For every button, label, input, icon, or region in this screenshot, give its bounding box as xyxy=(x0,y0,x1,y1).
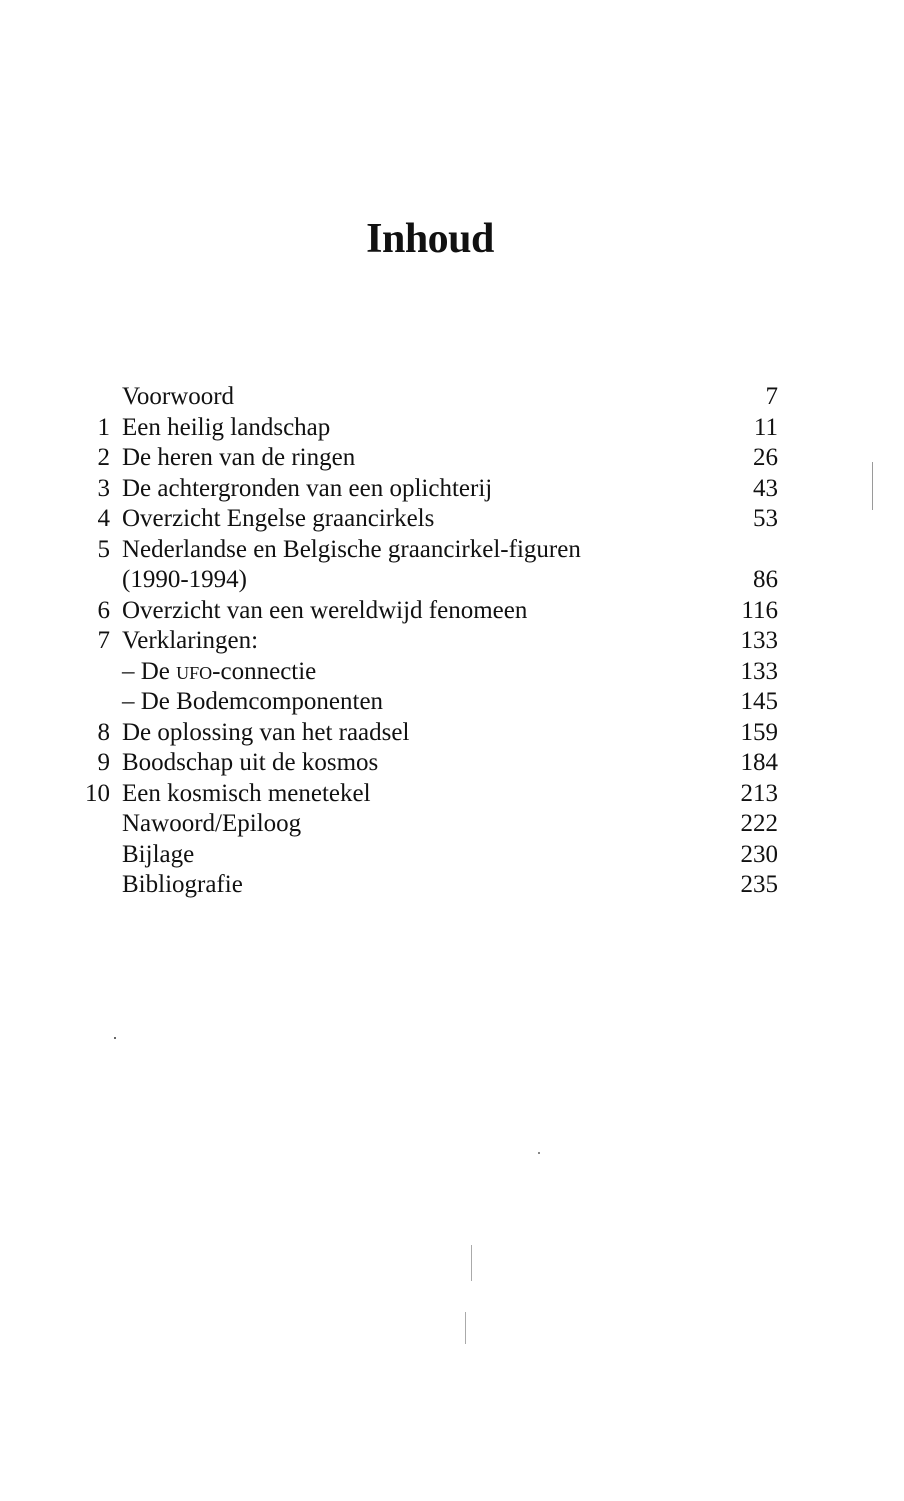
chapter-number: 3 xyxy=(97,474,110,502)
entry-title xyxy=(122,382,234,413)
page-number: 43 xyxy=(753,474,778,502)
entry-title-text: Verklaringen: xyxy=(122,627,259,654)
page-number: 230 xyxy=(740,840,778,868)
chapter-number: 9 xyxy=(97,749,110,776)
chapter-number: 1 xyxy=(97,413,110,441)
entry-title xyxy=(122,504,434,535)
entry-title xyxy=(122,596,527,627)
page-number: 116 xyxy=(741,596,778,624)
scan-mark xyxy=(114,1037,116,1039)
page-number: 159 xyxy=(740,718,778,746)
chapter-number: 6 xyxy=(97,596,110,624)
toc-entry xyxy=(78,596,778,627)
entry-title-text: (1990-1994) xyxy=(122,566,247,593)
scan-mark xyxy=(465,1312,466,1344)
toc-entry xyxy=(78,809,778,840)
entry-title-text: Voorwoord xyxy=(122,383,235,410)
chapter-number: 10 xyxy=(85,779,110,807)
toc-entry xyxy=(78,779,778,810)
entry-title xyxy=(122,840,194,871)
page-number: 7 xyxy=(765,383,778,410)
entry-title-text: De oplossing van het raadsel xyxy=(122,718,410,746)
page-number: 213 xyxy=(740,779,778,807)
entry-title xyxy=(122,535,581,566)
entry-title xyxy=(122,718,409,749)
entry-title xyxy=(122,626,258,657)
entry-title xyxy=(122,779,371,810)
page-number: 184 xyxy=(740,749,778,776)
page-number: 133 xyxy=(740,657,778,685)
page-number: 133 xyxy=(740,627,778,654)
toc-entry xyxy=(78,382,778,413)
chapter-number: 4 xyxy=(97,505,110,532)
toc-entry xyxy=(78,535,778,566)
scan-mark xyxy=(471,1245,472,1281)
chapter-number: 2 xyxy=(97,444,110,471)
entry-title-text: Nederlandse en Belgische graancirkel-figuren xyxy=(122,535,581,563)
entry-title-text: De achtergronden van een oplichterij xyxy=(122,474,493,502)
toc-entry xyxy=(78,687,778,718)
scan-mark xyxy=(872,462,873,510)
entry-title xyxy=(122,565,247,596)
entry-title-text: Overzicht Engelse graancirkels xyxy=(122,505,435,532)
page-number: 145 xyxy=(740,688,778,715)
page-number: 26 xyxy=(753,444,778,471)
toc-entry xyxy=(78,504,778,535)
toc-entry xyxy=(78,840,778,871)
entry-title-text: Een heilig landschap xyxy=(122,413,331,441)
toc-entry xyxy=(78,626,778,657)
entry-title xyxy=(122,748,378,779)
entry-title-smallcaps: ufo xyxy=(176,657,213,685)
entry-title xyxy=(122,443,355,474)
entry-title-text: – De Bodemcomponenten xyxy=(122,688,384,715)
toc-entry xyxy=(78,565,778,596)
table-of-contents xyxy=(78,382,778,901)
entry-title xyxy=(122,809,301,840)
entry-title-text: Bijlage xyxy=(122,840,195,868)
toc-entry xyxy=(78,718,778,749)
toc-entry xyxy=(78,474,778,505)
chapter-number: 5 xyxy=(97,535,110,563)
entry-title-text: Boodschap uit de kosmos xyxy=(122,749,379,776)
toc-entry xyxy=(78,870,778,901)
chapter-number: 7 xyxy=(97,627,110,654)
entry-title-text: -connectie xyxy=(212,657,317,685)
page-number: 222 xyxy=(740,810,778,837)
chapter-number: 8 xyxy=(97,718,110,746)
entry-title-text: Een kosmisch menetekel xyxy=(122,779,371,807)
toc-entry xyxy=(78,657,778,688)
toc-entry xyxy=(78,443,778,474)
scan-mark xyxy=(538,1152,540,1154)
entry-title-text: Overzicht van een wereldwijd fenomeen xyxy=(122,596,528,624)
page-number: 235 xyxy=(740,871,778,898)
entry-title-text: De heren van de ringen xyxy=(122,444,356,471)
entry-title xyxy=(122,474,492,505)
toc-entry xyxy=(78,413,778,444)
entry-title-prefix: – De xyxy=(122,657,177,685)
entry-title-text: Bibliografie xyxy=(122,871,243,898)
toc-entry xyxy=(78,748,778,779)
page-title: Inhoud xyxy=(366,216,494,263)
entry-title-text: Nawoord/Epiloog xyxy=(122,810,302,837)
entry-title xyxy=(122,687,383,718)
page-number: 11 xyxy=(753,413,778,441)
entry-title xyxy=(122,870,243,901)
page-number: 53 xyxy=(753,505,778,532)
entry-title xyxy=(122,657,316,688)
page-number: 86 xyxy=(753,566,778,593)
entry-title xyxy=(122,413,330,444)
